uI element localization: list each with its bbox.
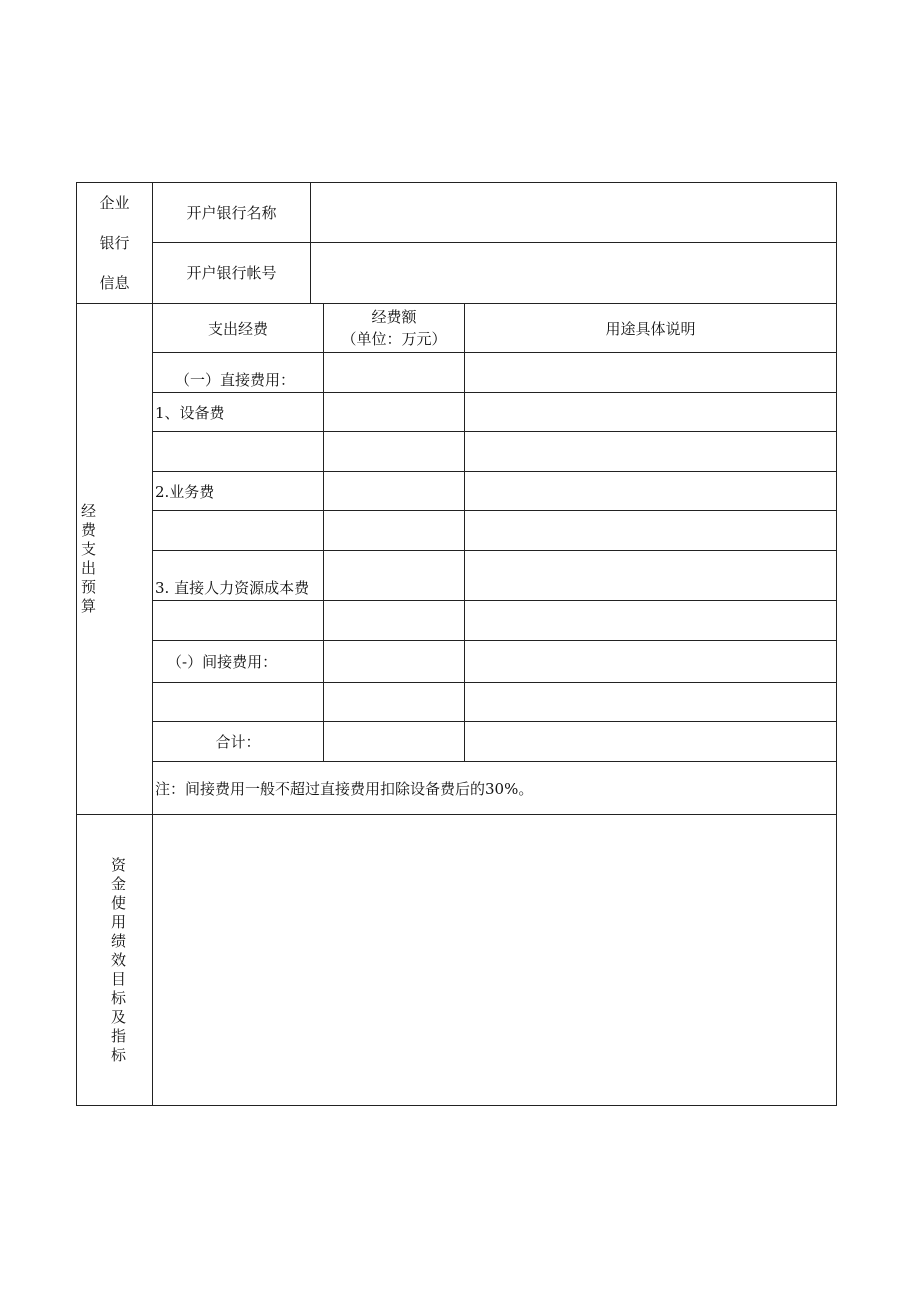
usage-cell[interactable] — [465, 432, 837, 472]
amount-cell[interactable] — [324, 511, 465, 551]
row-label-indirect-costs: （-）间接费用： — [153, 641, 324, 683]
row-label-hr-costs: 3. 直接人力资源成本费 — [153, 551, 324, 601]
usage-cell[interactable] — [465, 353, 837, 393]
column-header-amount — [324, 304, 465, 353]
usage-cell[interactable] — [465, 511, 837, 551]
amount-cell[interactable] — [324, 472, 465, 511]
total-amount-cell[interactable] — [324, 722, 465, 762]
bank-info-label-line: 企业 — [99, 194, 130, 212]
bank-info-side-label — [77, 183, 153, 304]
amount-cell[interactable] — [324, 601, 465, 641]
budget-side-label — [77, 304, 153, 815]
bank-account-field[interactable] — [311, 242, 837, 303]
amount-cell[interactable] — [324, 641, 465, 683]
amount-cell[interactable] — [324, 683, 465, 722]
amount-cell[interactable] — [324, 551, 465, 601]
row-label-equipment: 1、设备费 — [153, 393, 324, 432]
performance-side-text: 资金使用绩效目标及指标 — [110, 855, 126, 1064]
row-label-direct-costs: （一）直接费用： — [153, 353, 324, 393]
amount-header-line1: 经费额 — [371, 308, 417, 326]
column-header-item: 支出经费 — [153, 304, 324, 353]
budget-form — [76, 182, 836, 1101]
budget-note: 注：间接费用一般不超过直接费用扣除设备费后的30%。 — [153, 762, 837, 815]
usage-cell[interactable] — [465, 393, 837, 432]
performance-content-area[interactable] — [153, 815, 837, 1106]
bank-name-field[interactable] — [311, 183, 837, 243]
amount-cell[interactable] — [324, 393, 465, 432]
amount-cell[interactable] — [324, 353, 465, 393]
total-usage-cell[interactable] — [465, 722, 837, 762]
amount-cell[interactable] — [324, 432, 465, 472]
row-label-blank[interactable] — [153, 511, 324, 551]
row-label-business: 2.业务费 — [153, 472, 324, 511]
row-label-blank[interactable] — [153, 683, 324, 722]
usage-cell[interactable] — [465, 551, 837, 601]
row-label-blank[interactable] — [153, 601, 324, 641]
usage-cell[interactable] — [465, 641, 837, 683]
usage-cell[interactable] — [465, 472, 837, 511]
row-label-blank[interactable] — [153, 432, 324, 472]
performance-side-label — [77, 815, 153, 1106]
budget-side-text: 经费支出预算 — [81, 502, 97, 615]
amount-header-line2: （单位：万元） — [341, 330, 447, 348]
row-label-total: 合计： — [153, 722, 324, 762]
bank-account-label: 开户银行帐号 — [153, 242, 311, 303]
bank-info-label-line: 信息 — [99, 274, 130, 292]
column-header-usage: 用途具体说明 — [465, 304, 837, 353]
bank-name-label: 开户银行名称 — [153, 183, 311, 243]
budget-form-table — [76, 182, 837, 1106]
usage-cell[interactable] — [465, 601, 837, 641]
usage-cell[interactable] — [465, 683, 837, 722]
bank-info-label-line: 银行 — [99, 234, 130, 252]
